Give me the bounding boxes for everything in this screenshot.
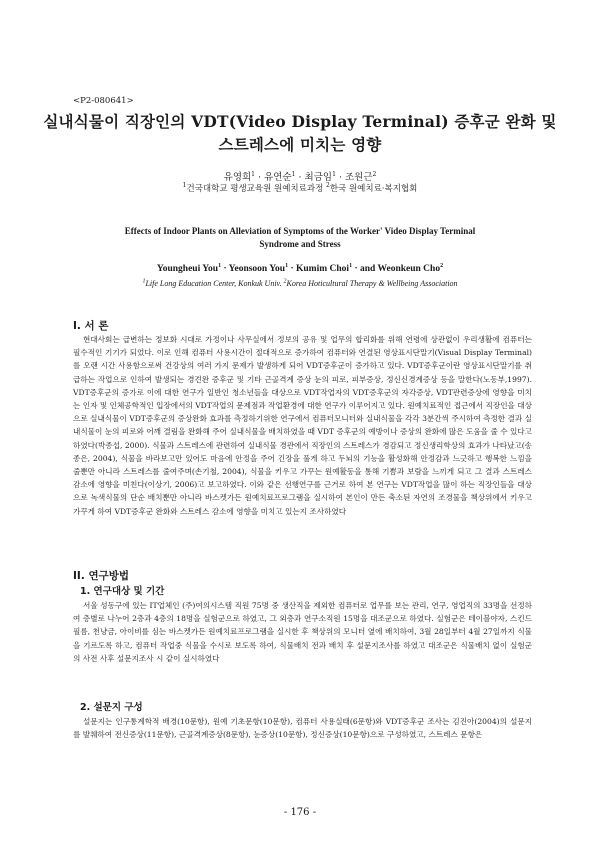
- english-affiliation: Life Long Education Center, Konkuk Univ.: [145, 279, 282, 288]
- author-mark: 1: [349, 262, 353, 269]
- author-separator: ·: [290, 264, 294, 274]
- english-author: Yeonsoon You: [228, 264, 286, 274]
- english-author: Kumim Choi: [296, 264, 350, 274]
- author-separator: ·: [298, 172, 302, 183]
- affil-mark: 1: [142, 278, 146, 285]
- korean-author: 최금임: [304, 172, 333, 183]
- korean-author: 조원근: [345, 172, 373, 183]
- author-mark: 1: [332, 170, 336, 178]
- author-mark: 2: [440, 262, 444, 269]
- korean-author: 유연순: [264, 172, 292, 183]
- korean-title-line2: 스트레스에 미치는 영향: [218, 135, 382, 154]
- english-title: [0, 225, 600, 251]
- author-mark: 1: [285, 262, 289, 269]
- author-mark: 1: [251, 170, 255, 178]
- author-separator: ·: [258, 172, 262, 183]
- author-separator: ·: [338, 172, 342, 183]
- english-author: and Weonkeun Cho: [359, 264, 441, 274]
- english-title-line2: Syndrome and Stress: [259, 239, 341, 249]
- page-number: - 176 -: [283, 807, 317, 818]
- author-separator: ·: [354, 264, 358, 274]
- korean-authors: [0, 169, 600, 183]
- affil-mark: 2: [283, 278, 287, 285]
- author-mark: 1: [291, 170, 296, 178]
- subsection-heading-questionnaire: 2. 설문지 구성: [80, 702, 143, 713]
- korean-title: [0, 110, 600, 156]
- korean-title-line1: 실내식물이 직장인의 VDT(Video Display Terminal) 증후군 완화 및: [43, 112, 557, 131]
- section-heading-introduction: I. 서 론: [73, 320, 109, 332]
- author-mark: 2: [372, 170, 377, 178]
- english-affiliations: [0, 279, 600, 288]
- section-heading-methods: II. 연구방법: [73, 570, 130, 582]
- korean-author: 유영희: [223, 172, 252, 183]
- affil-mark: 2: [325, 182, 330, 190]
- abstract-code: <P2-080641>: [73, 96, 134, 106]
- subsection-heading-subjects: 1. 연구대상 및 기간: [80, 586, 165, 597]
- korean-affiliation: 건국대학교 평생교육원 원예치료과정: [186, 184, 324, 194]
- korean-affiliation: 한국 원예치료·복지협회: [329, 184, 418, 194]
- introduction-paragraph: 현대사회는 급변하는 정보화 시대로 가정이나 사무실에서 정보의 공유 및 업무의 합리화를 위해 연령에 상관없이 우리생활에 컴퓨터는 필수적인 기기가 되었다. 이로 인해 컴퓨터 사용시간이 절대적으로 증가하여 컴퓨터와 연결된 영상표시단말기(Visual Display Terminal)를 오랜 시간 사용함으로써 건강상의 여러 가지 문제가 발생하게 되어 VDT증후군이 증가하고 있다. VDT증후군이란 영상표시단말기를 취급하는 작업으로 인하여 발생되는 경견완 증후군 및 기타 근골격계 증상 눈의 피로, 피부증상, 정신신경계증상 등을 말한다(노동부,1997). VDT증후군의 증가로 이에 대한 연구가 일반인 청소년들을 대상으로 VDT작업자의 VDT증후군의 자각증상, VDT관련증상에 영향을 미치는 인자 및 인체공학적인 입장에서의 VDT작업의 문제점과 작업환경에 대한 연구가 이루어지고 있다. 원예치료적인 접근에서 직장인을 대상으로 실내식물이 VDT증후군의 증상완화 효과를 측정하기위한 연구에서 컴퓨터모니터와 실내식물을 각각 3분간씩 주시하여 측정한 결과 실내식물이 눈의 피로와 어깨 결림을 완화해 주어 실내식물을 배치하였을 때 VDT 증후군의 예방이나 증상의 완화에 많은 도움을 줄 수 있다고 하였다(박종섭, 2000). 식물과 스트레스에 관련하여 실내식물 경관에서 직장인의 스트레스가 경감되고 정신생리학상의 효과가 나타났고(송종은, 2004), 식물을 바라보고만 있어도 마음에 안정을 주어 긴장을 풀게 하고 두뇌의 기능을 활성화해 안정감과 느긋하고 행복한 느낌을 줄뿐만 아니라 스트레스를 줄여주며(손기철, 2004), 식물을 키우고 가꾸는 원예활동을 통해 기쁨과 보람을 느끼게 되고 그 결과 스트레스 감소에 영향을 미친다(이상기, 2006)고 보고하였다. 이와 같은 선행연구를 근거로 하여 본 연구는 VDT작업을 많이 하는 직장인들을 대상으로 녹색식물의 단순 배치뿐만 아니라 바스켓가든 원예치료프로그램을 실시하여 본인이 만든 축소된 자연의 조경물을 책상위에서 키우고 가꾸게 하여 VDT증후군 완화와 스트레스 감소에 영향을 미치고 있는지 조사하였다: [73, 335, 532, 516]
- english-title-line1: Effects of Indoor Plants on Alleviation of Symptoms of the Worker' Video Display Terminal: [124, 226, 476, 236]
- author-mark: 1: [218, 262, 222, 269]
- subjects-paragraph: 서울 성동구에 있는 IT업체인 (주)여의시스템 직원 75명 중 생산직을 제외한 컴퓨터로 업무를 보는 관리, 연구, 영업직의 33명을 선정하여 층별로 나누어 2층과 4층의 18명을 실험군으로 하였고, 그 외층과 연구소직원 15명을 대조군으로 하였다. 실험군은 테이블야자, 스킨드필름, 천냥금, 아이비를 심는 바스켓가든 원예치료프로그램을 실시한 후 책상위의 모니터 옆에 배치하여, 3월 28일부터 4월 27일까지 식물을 기르도록 하고, 컴퓨터 작업중 식물을 수시로 보도록 하여, 식물배치 전과 배치 후 설문지조사를 하였고 대조군은 식물배치 없이 실험군의 사전 사후 설문지조사 시 같이 실시하였다: [73, 601, 532, 663]
- author-separator: ·: [223, 264, 227, 274]
- affil-mark: 1: [182, 182, 187, 190]
- english-author: Youngheui You: [156, 264, 219, 274]
- questionnaire-paragraph: 설문지는 인구통계학적 배경(10문항), 원예 기초문항(10문항), 컴퓨터 사용실태(6문항)와 VDT증후군 조사는 김진아(2004)의 설문지를 발췌하여 전신증상(11문항), 근골격계증상(8문항), 눈증상(10문항), 정신증상(10문항)으로 구성하였고, 스트레스 문항은: [73, 717, 532, 740]
- english-affiliation: Korea Hoticultural Therapy & Wellbeing Association: [286, 279, 458, 288]
- english-authors: [0, 264, 600, 274]
- korean-affiliations: [0, 182, 600, 194]
